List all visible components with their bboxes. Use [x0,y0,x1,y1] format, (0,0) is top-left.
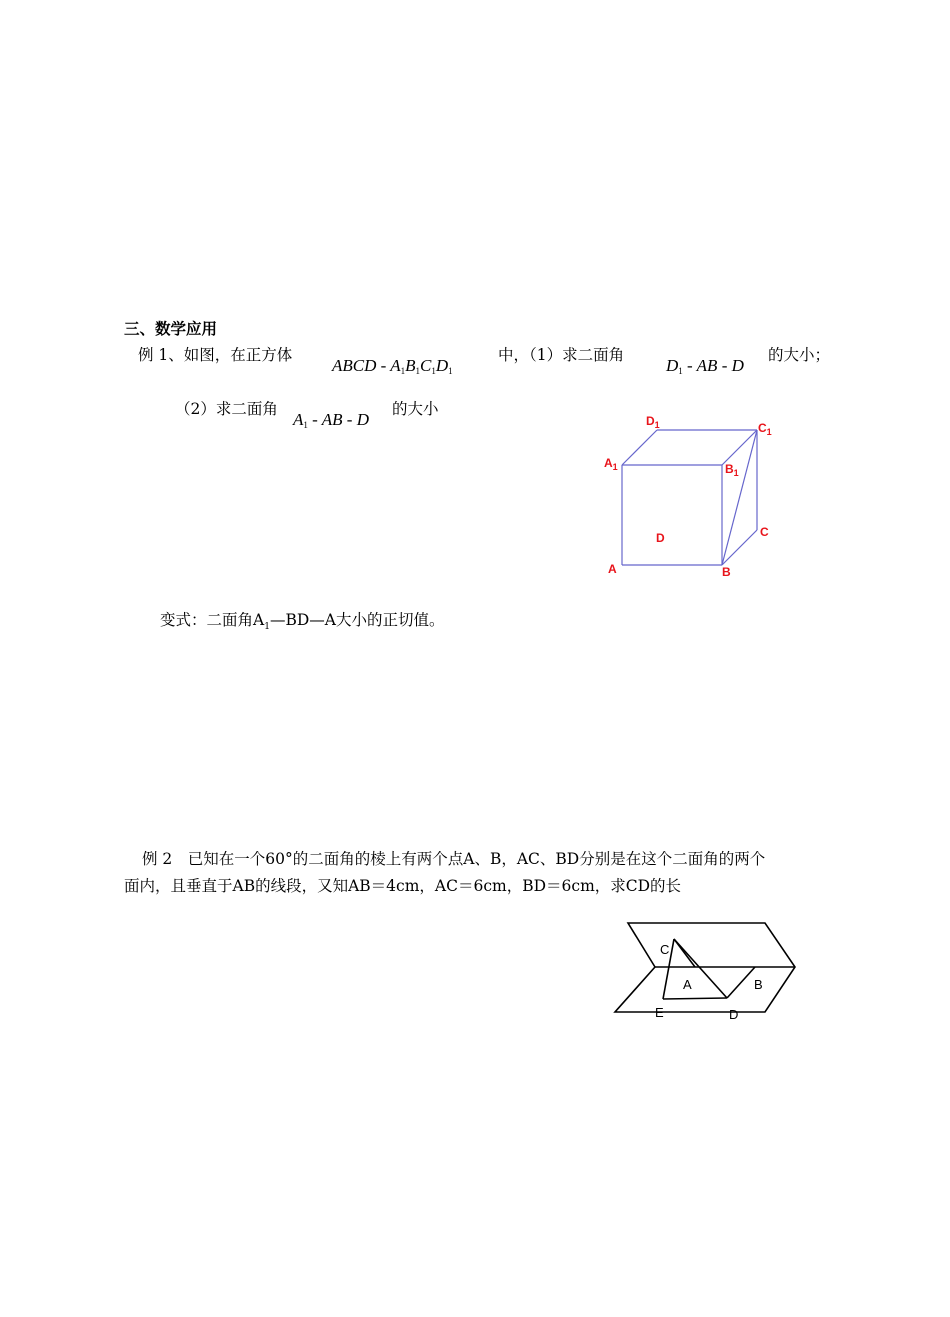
section-title: 三、数学应用 [124,320,218,338]
dihedral-figure [605,915,805,1030]
label-c: C [660,942,670,957]
label-a1: $A_1$ [604,456,618,472]
label-c: C [760,525,769,539]
cube-name-formula: ABCD - $A_1B_1C_1D_1$ [332,356,453,376]
edge-b-c [722,530,757,565]
label-d1: $D_1$ [646,414,660,430]
cube-figure [595,405,795,585]
segment-d-b [727,967,755,998]
label-b: B [754,977,763,992]
label-b1: $B_1$ [725,462,739,478]
example1-part2-prefix: （2）求二面角 [175,400,278,418]
label-a: A [608,562,617,576]
example1-part2-suffix: 的大小 [392,400,439,418]
diagonal-b-c1 [722,430,757,565]
example2-line2: 面内，且垂直于AB的线段，又知AB＝4cm，AC＝6cm，BD＝6cm，求CD的长 [124,877,682,895]
edge-a1-d1 [622,430,657,465]
example1-middle: 中，（1）求二面角 [498,346,625,364]
dihedral-angle-1-formula: $D_1$ - AB - D [666,356,744,376]
label-b: B [722,565,731,579]
edge-b1-c1 [722,430,757,465]
label-c1: $C_1$ [758,421,772,437]
segment-c-d [674,939,727,998]
label-d: D [729,1007,739,1022]
label-a: A [683,977,692,992]
dihedral-angle-2-formula: $A_1$ - AB - D [293,410,369,430]
example2-line1: 例 2 已知在一个60°的二面角的棱上有两个点A、B，AC、BD分别是在这个二面角的两个 [142,850,766,868]
label-d: D [656,531,665,545]
segment-e-d [663,998,727,999]
label-e: E [655,1005,664,1020]
example1-suffix: 的大小； [768,346,831,364]
example1-prefix: 例 1、如图，在正方体 [138,346,293,364]
segment-c-a [674,939,695,967]
variant-text: 变式：二面角$A_1—BD—A$大小的正切值。 [160,611,445,633]
